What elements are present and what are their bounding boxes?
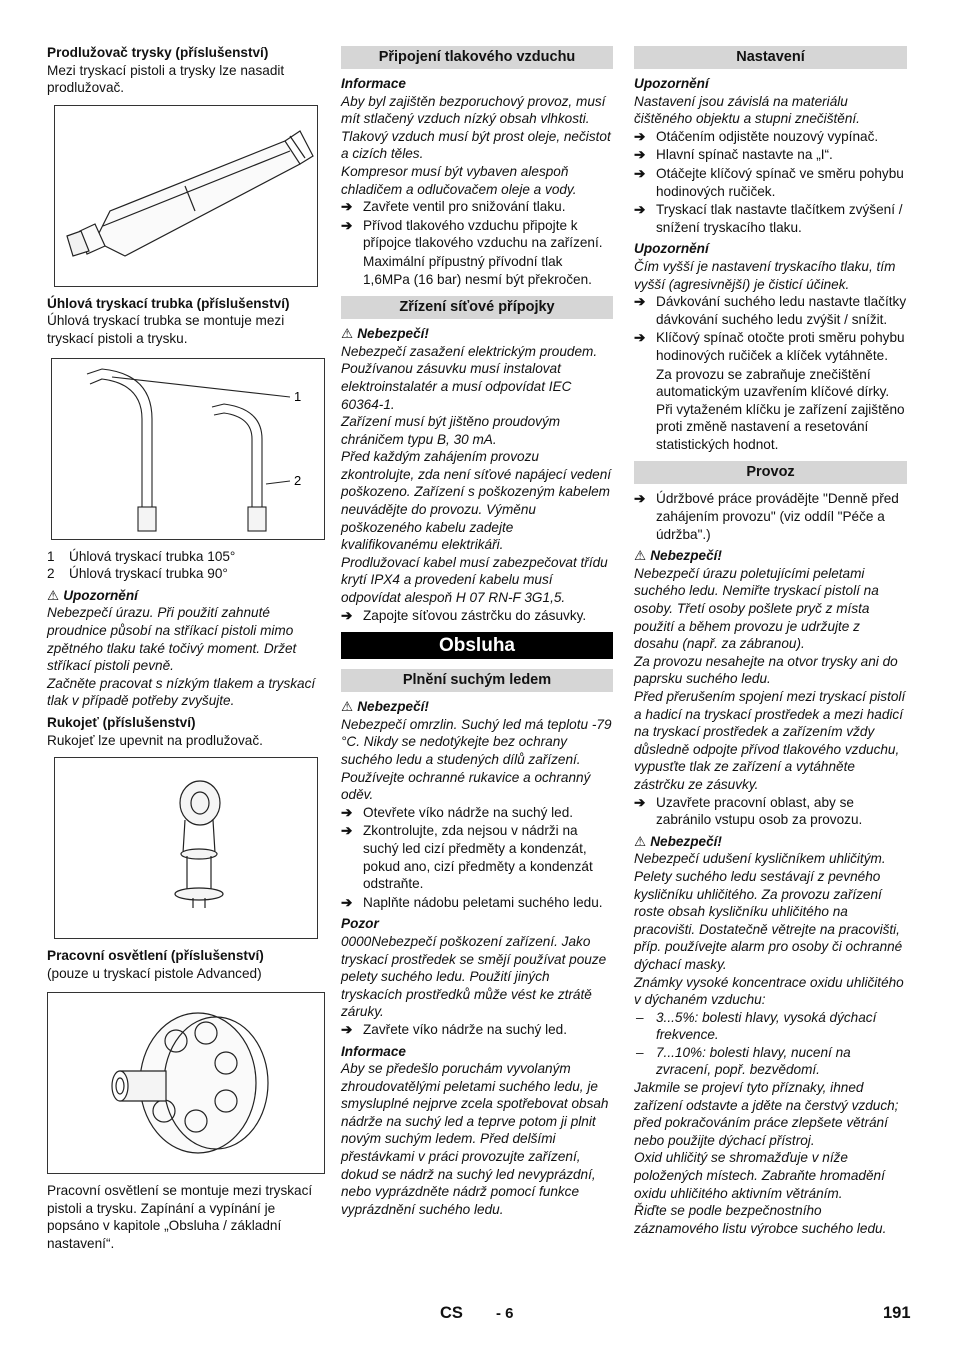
arrow-icon: ➔: [634, 330, 646, 346]
info-text: Aby se předešlo poruchám vyvolaným zhroudovatělými peletami suchého ledu, je smysluplné nejprve zcela spotřebovat obsah nádrže na suchý led a teprve potom ji plnit novým suchým ledem. Před delšími přestávkami v práci provozujte zařízení, dokud se nádrž na suchý led nevyprázdní, nebo vyprázdněte nádrž pomocí funkce vyprázdnění suchého ledu.: [341, 1061, 609, 1217]
danger-heading: ⚠ Nebezpečí!: [634, 833, 722, 849]
step-item: ➔ Klíčový spínač otočte proti směru pohybu hodinových ručiček a klíček vytáhněte.: [634, 330, 905, 363]
arrow-icon: ➔: [634, 294, 646, 310]
arrow-icon: ➔: [341, 804, 353, 820]
note-text: Nastavení jsou závislá na materiálu čištěného objektu a stupni znečištění.: [634, 93, 860, 127]
nozzle-extension-figure: [54, 105, 318, 287]
step-item: ➔ Zavřete ventil pro snižování tlaku.: [341, 199, 566, 215]
warning-text: Nebezpečí úrazu. Při použití zahnuté proudnice působí na stříkací pistoli mimo zpětného tlaku také točivý moment. Držet stříkací pistoli pevně.: [47, 605, 297, 674]
work-light-illustration: [48, 993, 324, 1173]
angled-pipe-legend: [47, 548, 325, 583]
warning-heading: ⚠ Upozornění: [47, 587, 138, 603]
note-heading: Upozornění: [634, 241, 709, 257]
arrow-icon: ➔: [341, 217, 353, 233]
warning-text: Začněte pracovat s nízkým tlakem a tryskací tlak v případě potřeby zvyšujte.: [47, 675, 316, 709]
section-operation: Provoz: [634, 461, 907, 484]
step-item: ➔ Uzavřete pracovní oblast, aby se zabránilo vstupu osob za provozu.: [634, 794, 863, 828]
handle-title: Rukojeť (příslušenství): [47, 714, 196, 730]
arrow-icon: ➔: [634, 147, 646, 163]
step-item: ➔ Zkontrolujte, zda nejsou v nádrži na suchý led cizí předměty a kondenzát, pokud ano, cizí předměty a kondenzát odstraňte.: [341, 823, 593, 892]
extension-title: Prodlužovač trysky (příslušenství): [47, 45, 269, 60]
handle-illustration: [55, 758, 317, 938]
danger-heading: ⚠ Nebezpečí!: [634, 548, 722, 564]
note-heading: Upozornění: [634, 76, 709, 91]
legend-item: 2 Úhlová tryskací trubka 90°: [47, 566, 228, 582]
symptom-item: – 7...10%: bolesti hlavy, nucení na zvracení, popř. bezvědomí.: [636, 1044, 851, 1078]
step-item: ➔ Otáčejte klíčový spínač ve směru pohybu hodinových ručiček.: [634, 165, 904, 199]
arrow-icon: ➔: [634, 128, 646, 144]
step-item: ➔ Zapojte síťovou zástrčku do zásuvky.: [341, 607, 587, 623]
step-note: Za provozu se zabraňuje znečištění automatickým uzavřením klíčové dírky.: [656, 366, 890, 400]
handle-figure: [54, 757, 318, 939]
danger-text: Nebezpečí omrzlin. Suchý led má teplotu -79 °C. Nikdy se nedotýkejte bez ochrany suchého ledu a studených dílů zařízení. Používejte ochranné rukavice a ochranný oděv.: [341, 716, 612, 803]
work-light-title: Pracovní osvětlení (příslušenství): [47, 948, 264, 964]
warning-triangle-icon: ⚠: [634, 833, 647, 849]
arrow-icon: ➔: [634, 165, 646, 181]
danger-text: Jakmile se projeví tyto příznaky, ihned zařízení odstavte a jděte na čerstvý vzduch; před pokračováním práce zlepšete větrání nebo použijte dýchací přístroj.: [634, 1080, 899, 1148]
info-text: Kompresor musí být vybaven alespoň chladičem a odlučovačem oleje a vody.: [341, 163, 577, 197]
warning-triangle-icon: ⚠: [341, 699, 354, 715]
danger-text: Zařízení musí být jištěno proudovým chráničem typu B, 30 mA.: [341, 414, 561, 447]
nozzle-extension-illustration: [55, 106, 317, 286]
angled-pipe-illustration: [52, 359, 324, 539]
angled-pipe-text: Úhlová tryskací trubka se montuje mezi tryskací pistoli a trysku.: [47, 313, 285, 346]
step-item: ➔ Dávkování suchého ledu nastavte tlačítky dávkování suchého ledu zvýšit / snížit.: [634, 294, 907, 327]
figure-callout-2: 2: [294, 472, 302, 488]
step-item: ➔ Zavřete víko nádrže na suchý led.: [341, 1021, 568, 1037]
danger-heading: ⚠ Nebezpečí!: [341, 699, 429, 715]
work-light-figure: [47, 992, 325, 1174]
caution-text: 0000Nebezpečí poškození zařízení. Jako tryskací prostředek se smějí používat pouze pelety suchého ledu. Použití jiných tryskacích prostředků může vést ke ztrátě záruky.: [341, 933, 607, 1020]
footer-page-number: 191: [883, 1304, 911, 1322]
column-2: [341, 44, 613, 1218]
section-compressed-air: Připojení tlakového vzduchu: [341, 46, 613, 69]
section-dry-ice-filling: Plnění suchým ledem: [341, 669, 613, 692]
arrow-icon: ➔: [634, 202, 646, 218]
section-mains-connection: Zřízení síťové přípojky: [341, 296, 613, 319]
legend-item: 1 Úhlová tryskací trubka 105°: [47, 548, 236, 564]
warning-triangle-icon: ⚠: [47, 587, 60, 603]
column-1: [47, 44, 325, 1253]
symptom-item: – 3...5%: bolesti hlavy, vysoká dýchací frekvence.: [636, 1009, 877, 1043]
step-item: ➔ Otevřete víko nádrže na suchý led.: [341, 804, 574, 820]
step-item: ➔ Otáčením odjistěte nouzový vypínač.: [634, 128, 879, 144]
figure-callout-1: 1: [294, 388, 302, 404]
arrow-icon: ➔: [341, 894, 353, 910]
info-text: Aby byl zajištěn bezporuchový provoz, musí mít stlačený vzduch nízký obsah vlhkosti. Tlakový vzduch musí být prost oleje, nečistot a cizích těles.: [341, 93, 611, 162]
step-note: Při vytaženém klíčku je zařízení zajištěno proti změně nastavení a resetování statistických hodnot.: [656, 401, 905, 452]
footer-language: CS: [440, 1304, 463, 1322]
section-settings: Nastavení: [634, 46, 907, 69]
handle-text: Rukojeť lze upevnit na prodlužovač.: [47, 732, 263, 748]
warning-triangle-icon: ⚠: [341, 326, 354, 342]
danger-text: Nebezpečí zasažení elektrickým proudem. Používanou zásuvku musí instalovat elektroinstalatér a musí odpovídat IEC 60364-1.: [341, 343, 598, 412]
work-light-subtitle: (pouze u tryskací pistole Advanced): [47, 965, 262, 981]
work-light-text: Pracovní osvětlení se montuje mezi tryskací pistoli a trysku. Zapínání a vypínání je popsáno v kapitole „Obsluha / základní nastavení“.: [47, 1183, 313, 1252]
arrow-icon: ➔: [341, 607, 353, 623]
danger-text: Prodlužovací kabel musí zabezpečovat třídu krytí IPX4 a provedení kabelu musí odpovídat alespoň H 07 RN-F 3G1,5.: [341, 554, 608, 606]
danger-text: Nebezpečí úrazu poletujícími peletami suchého ledu. Nemiřte tryskací pistolí na osoby. Třetí osoby pošlete pryč z místa použití a během provozu je udržujte z dosahu (např. za zábranou).: [634, 565, 879, 652]
danger-text: Před každým zahájením provozu zkontrolujte, zda není síťové napájecí vedení poškozeno. Zařízení s poškozeným kabelem neuvádějte do provozu. Výměnu poškozeného kabelu zadejte kvalifikovanému elektrikáři.: [341, 449, 612, 553]
step-item: ➔ Tryskací tlak nastavte tlačítkem zvýšení / snížení tryskacího tlaku.: [634, 202, 903, 235]
step-item: ➔ Naplňte nádobu peletami suchého ledu.: [341, 894, 603, 910]
danger-text: Nebezpečí udušení kysličníkem uhličitým. Pelety suchého ledu sestávají z pevného kysličníku uhličitého. Za provozu zařízení roste obsah kysličníku uhličitého na pracovišti. Dostatečně větrejte na pracovišti, příp. používejte alarm pro osoby či ochranné dýchací masky.: [634, 851, 903, 972]
column-3: [634, 44, 907, 1237]
footer-page-sub: - 6: [496, 1305, 514, 1322]
arrow-icon: ➔: [634, 794, 646, 810]
danger-text: Před přerušením spojení mezi tryskací pistolí a hadicí na tryskací prostředek a mezi hadicí na tryskací prostředek a zařízením vždy důsledně odpojte přívod tlakového vzduchu, vypusťte tlak ze zařízení a vytáhněte zástrčku ze zásuvky.: [634, 689, 906, 792]
angled-pipe-title: Úhlová tryskací trubka (příslušenství): [47, 295, 290, 311]
step-item: ➔ Údržbové práce provádějte "Denně před zahájením provozu" (viz oddíl "Péče a údržba".): [634, 491, 899, 542]
arrow-icon: ➔: [341, 199, 353, 215]
danger-text: Oxid uhličitý se shromažďuje v níže položených místech. Zabraňte hromadění oxidu uhličitého aktivním větráním.: [634, 1150, 885, 1201]
caution-heading: Pozor: [341, 916, 379, 932]
danger-text: Za provozu nesahejte na otvor trysky ani do paprsku suchého ledu.: [634, 653, 898, 687]
danger-text: Známky vysoké koncentrace oxidu uhličitého v dýchaném vzduchu:: [634, 974, 904, 1008]
arrow-icon: ➔: [341, 1021, 353, 1037]
step-item: ➔ Přívod tlakového vzduchu připojte k přípojce tlakového vzduchu na zařízení.: [341, 217, 603, 251]
angled-pipe-figure: [51, 358, 325, 540]
danger-heading: ⚠ Nebezpečí!: [341, 326, 429, 342]
warning-triangle-icon: ⚠: [634, 548, 647, 564]
arrow-icon: ➔: [634, 491, 646, 507]
danger-text: Řiďte se podle bezpečnostního záznamového listu výrobce suchého ledu.: [634, 1203, 887, 1236]
arrow-icon: ➔: [341, 823, 353, 839]
note-text: Čím vyšší je nastavení tryskacího tlaku, tím vyšší (agresivnější) je čisticí účinek.: [634, 258, 896, 292]
step-note: Maximální přípustný přívodní tlak 1,6MPa (16 bar) nesmí být překročen.: [363, 253, 592, 287]
extension-text: Mezi tryskací pistoli a trysky lze nasadit prodlužovač.: [47, 62, 285, 96]
info-heading: Informace: [341, 1043, 406, 1059]
step-item: ➔ Hlavní spínač nastavte na „I“.: [634, 147, 833, 163]
chapter-heading: Obsluha: [341, 632, 613, 659]
info-heading: Informace: [341, 76, 406, 91]
